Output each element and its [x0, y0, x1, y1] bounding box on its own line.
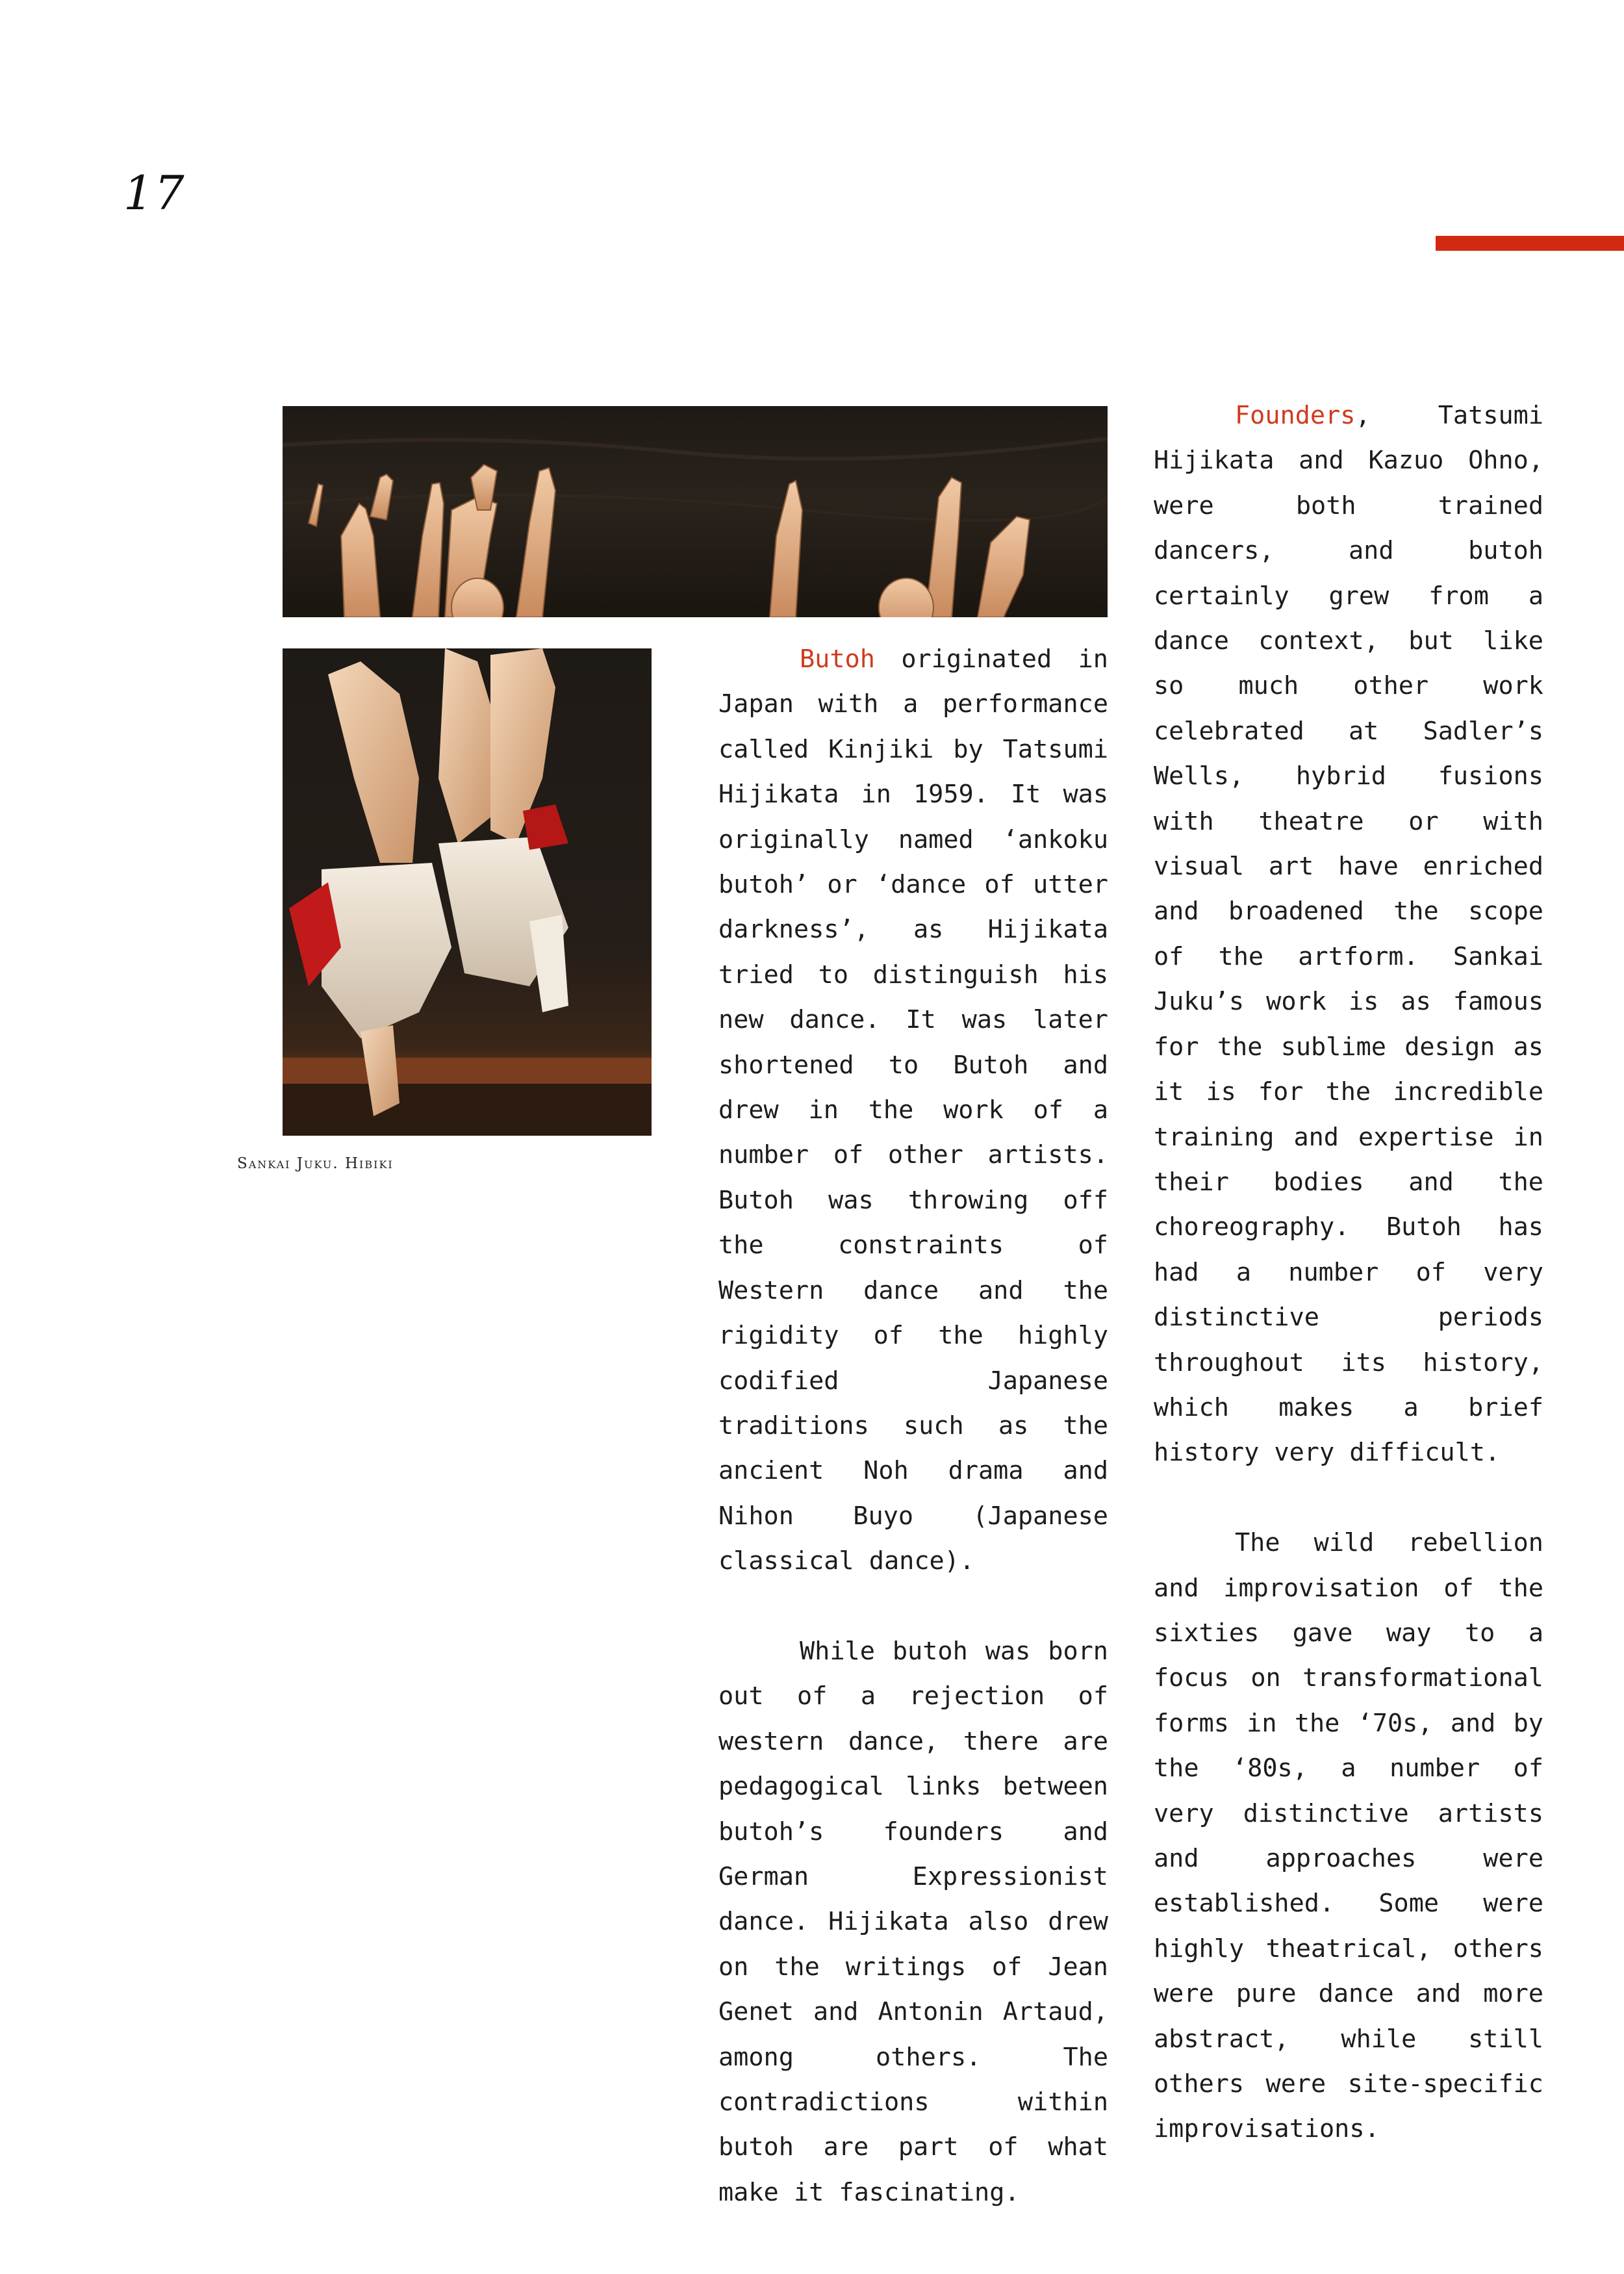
accent-bar [1436, 236, 1624, 251]
photo-caption: Sankai Juku. Hibiki [237, 1155, 394, 1172]
photo-dancers-leaping [283, 648, 652, 1136]
photo-dancers-arms-raised-drawing [283, 406, 1108, 617]
paragraph-text: originated in Japan with a performance called Kinjiki by Tatsumi Hijikata in 1959. It was originally named ‘ankoku butoh’ or ‘dance of utter darkness’, as Hijikata tried to distinguish his new dance. It was later shortened to Butoh and drew in the work of a number of other artists. Butoh was throwing off the constraints of Western dance and the rigidity of the highly codified Japanese traditions such as the ancient Noh drama and Nihon Buyo (Japanese classical dance). [718, 645, 1108, 1576]
column-right [1154, 393, 1543, 2197]
photo-dancers-leaping-drawing [283, 648, 652, 1136]
paragraph-text: , Tatsumi Hijikata and Kazuo Ohno, were both trained dancers, and butoh certainly grew from a dance context, but like so much other work celebrated at Sadler’s Wells, hybrid fusions with theatre or with visual art have enriched and broadened the scope of the artform. Sankai Juku’s work is as famous for the sublime design as it is for the incredible training and expertise in their bodies and the choreography. Butoh has had a number of very distinctive periods throughout its history, which makes a brief history very difficult. [1154, 401, 1543, 1468]
photo-dancers-arms-raised [283, 406, 1108, 617]
highlight-founders: Founders [1235, 401, 1356, 430]
paragraph-founders [1154, 393, 1543, 1476]
paragraph-history: The wild rebellion and improvisation of the sixties gave way to a focus on transformational forms in the ‘70s, and by the ‘80s, a number of very distinctive artists and approaches were established. Some were highly theatrical, others were pure dance and more abstract, while still others were site-specific improvisations. [1154, 1528, 1543, 2144]
column-middle [718, 637, 1108, 2260]
paragraph-western-links: While butoh was born out of a rejection of western dance, there are pedagogical links between butoh’s founders and German Expressionist dance. Hijikata also drew on the writings of Jean Genet and Antonin Artaud, among others. The contradictions within butoh are part of what make it fascinating. [718, 1636, 1108, 2207]
page-number: 17 [123, 166, 186, 220]
highlight-butoh: Butoh [800, 645, 875, 674]
paragraph-butoh-origins [718, 637, 1108, 1584]
